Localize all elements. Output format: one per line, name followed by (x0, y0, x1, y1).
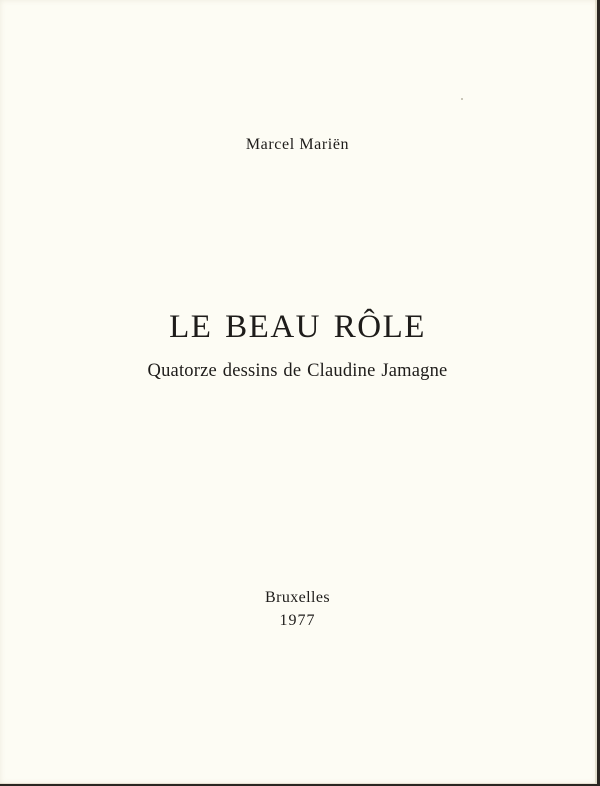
book-subtitle: Quatorze dessins de Claudine Jamagne (147, 361, 448, 381)
publication-year: 1977 (279, 612, 316, 629)
publication-city: Bruxelles (265, 589, 330, 606)
author-name: Marcel Mariën (245, 136, 350, 153)
paper-speck (461, 98, 463, 100)
book-title: LE BEAU RÔLE (169, 309, 426, 345)
